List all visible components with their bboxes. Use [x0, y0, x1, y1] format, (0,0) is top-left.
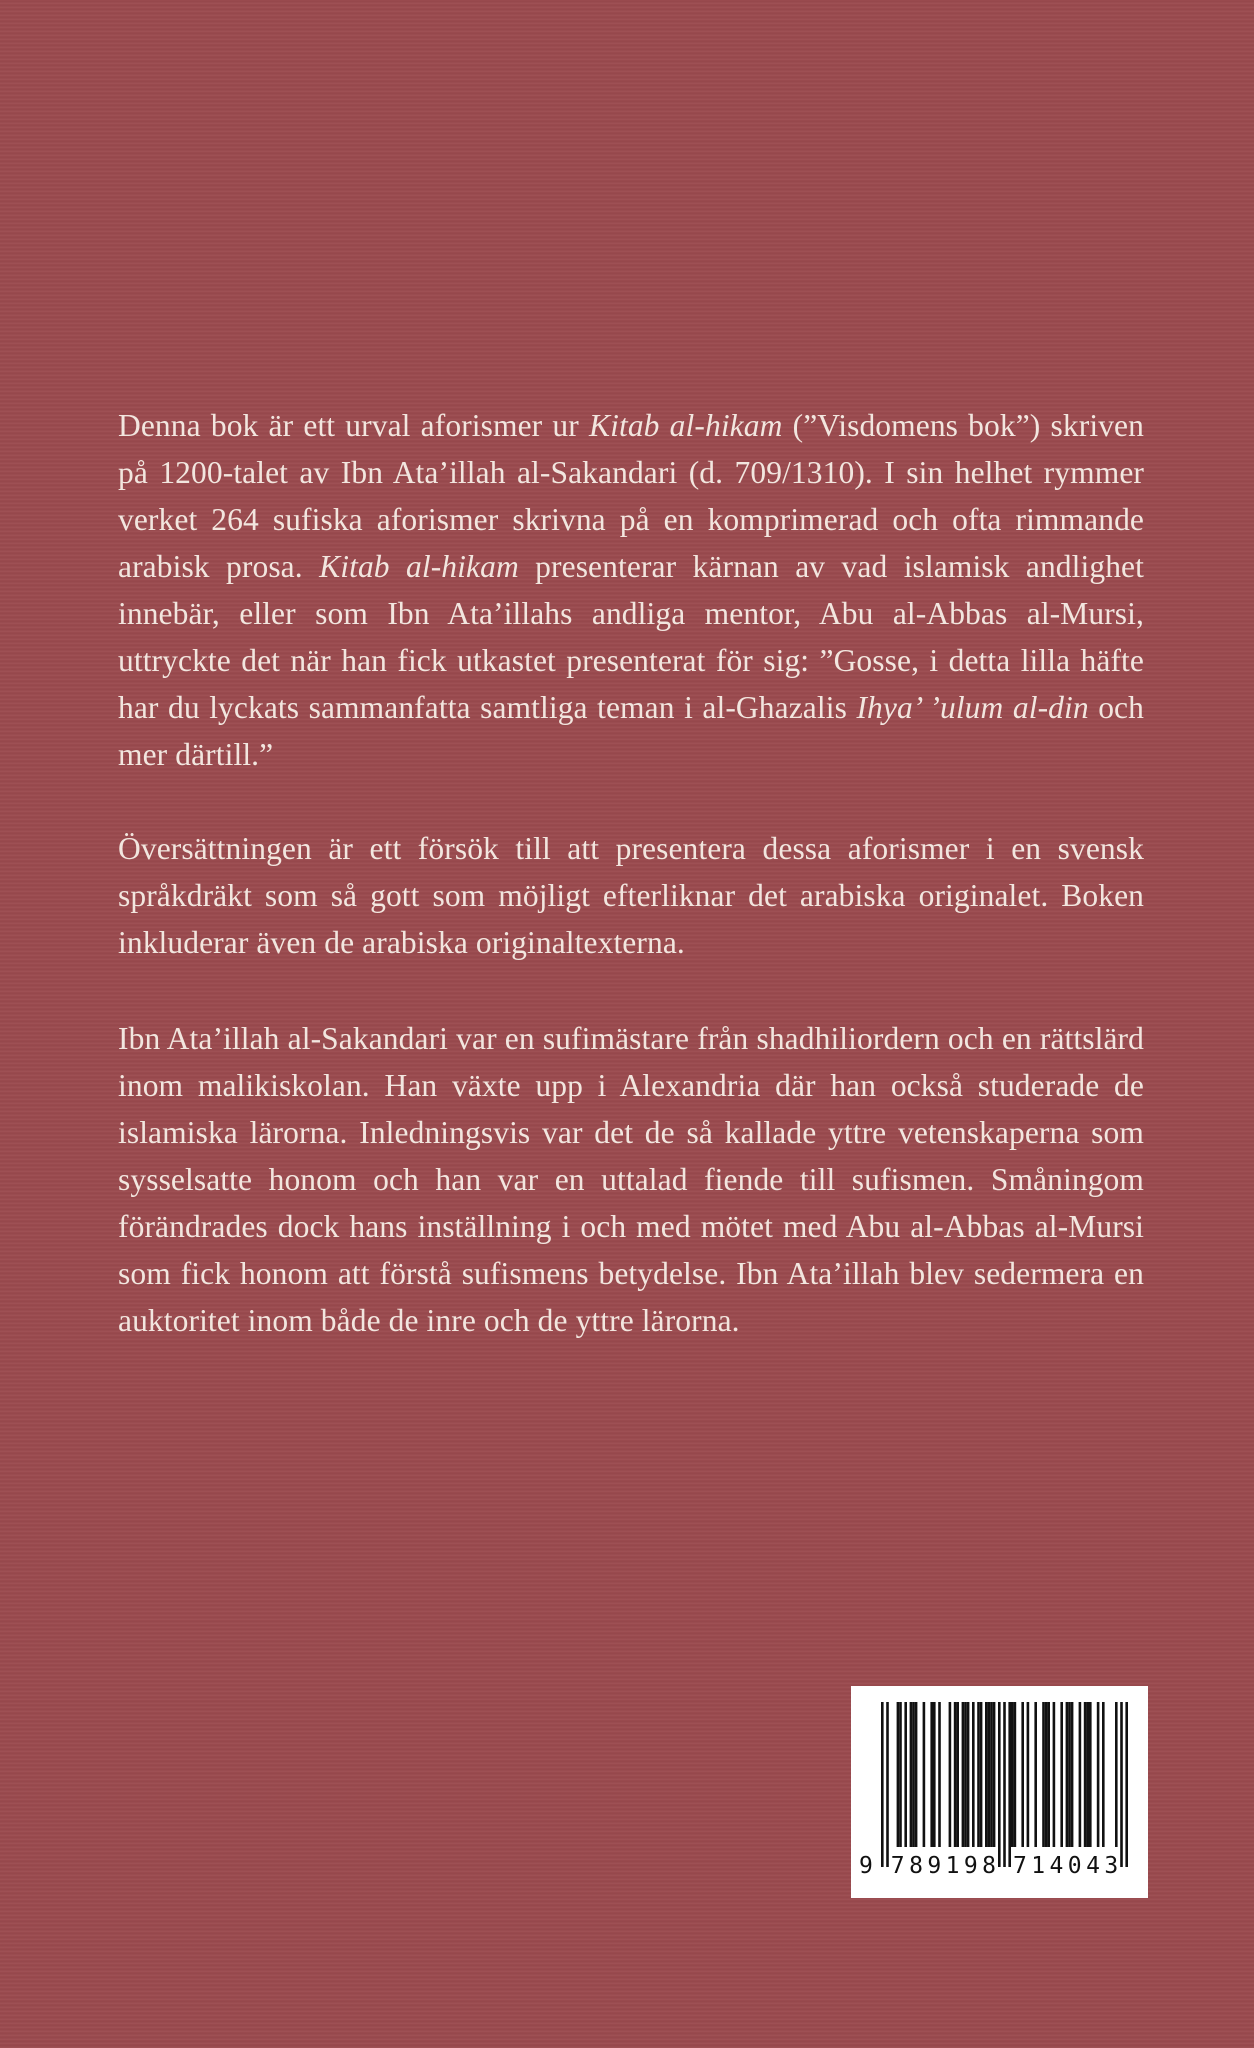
barcode-bar — [985, 1702, 988, 1847]
barcode-bar — [1047, 1702, 1050, 1847]
barcode-bar — [1034, 1702, 1037, 1847]
text-segment: och mer därtill.” — [118, 690, 1144, 772]
barcode-bar — [1021, 1702, 1024, 1847]
barcode-bar — [904, 1702, 907, 1847]
barcode-bar — [1079, 1702, 1082, 1847]
barcode-bar — [1014, 1702, 1017, 1847]
barcode-bar — [977, 1702, 980, 1847]
barcode-digit-lead: 9 — [859, 1853, 873, 1879]
barcode-bar — [923, 1702, 926, 1847]
book-title-italic: Kitab al-hikam — [589, 408, 783, 443]
barcode-bar — [897, 1702, 900, 1847]
barcode-bar — [1008, 1702, 1011, 1867]
barcode-bar — [1071, 1702, 1074, 1847]
barcode-bar — [967, 1702, 970, 1847]
barcode-bar — [962, 1702, 965, 1847]
barcode-bar — [1068, 1702, 1071, 1847]
barcode-bar — [972, 1702, 975, 1847]
blurb-paragraph-1 — [118, 402, 1144, 778]
book-title-italic: Kitab al-hikam — [319, 549, 519, 584]
barcode-bar — [988, 1702, 991, 1847]
barcode-bar — [886, 1702, 889, 1867]
barcode-bar — [1042, 1702, 1045, 1847]
barcode-digits-left: 789198 — [890, 1853, 996, 1879]
barcode-bar — [998, 1702, 1001, 1867]
barcode-bar — [1045, 1702, 1048, 1847]
barcode-digits-right: 714043 — [1013, 1853, 1119, 1879]
barcode-bar — [1066, 1702, 1069, 1847]
barcode-bar — [1115, 1702, 1118, 1847]
barcode-bar — [990, 1702, 993, 1847]
barcode-bar — [1011, 1702, 1014, 1847]
barcode-bar — [1086, 1702, 1089, 1847]
barcode-bar — [933, 1702, 936, 1847]
barcode-bar — [915, 1702, 918, 1847]
barcode-bar — [899, 1702, 902, 1847]
text-segment: presenterar kärnan av vad islamisk andlighet innebär, eller som Ibn Ata’illahs andliga mentor, Abu al-Abbas al-Mursi, uttryckte det när han fick utkastet presenterat för sig: ”Gosse, i detta lilla häfte har du lyckats sammanfatta samtliga teman i al-Ghazalis — [118, 549, 1144, 725]
barcode-bar — [1027, 1702, 1030, 1847]
barcode-bar — [1120, 1702, 1123, 1867]
barcode-bar — [1084, 1702, 1087, 1847]
barcode-bar — [912, 1702, 915, 1847]
barcode-bar — [954, 1702, 957, 1847]
barcode-bar — [1060, 1702, 1063, 1847]
isbn-barcode — [851, 1686, 1148, 1898]
text-segment: Denna bok är ett urval aforismer ur — [118, 408, 590, 443]
text-segment: (”Visdomens bok”) skriven på 1200-talet av Ibn Ata’illah al-Sakandari (d. 709/1310). I sin helhet rymmer verket 264 sufiska aforismer skrivna på en komprimerad och ofta rimmande arabisk prosa. — [118, 408, 1144, 584]
blurb-paragraph-3: Ibn Ata’illah al-Sakandari var en sufimästare från shadhiliordern och en rättslärd inom malikiskolan. Han växte upp i Alexandria där han också studerade de islamiska lärorna. Inledningsvis var det de så kallade yttre vetenskaperna som sysselsatte honom och han var en uttalad fiende till sufismen. Småningom förändrades dock hans inställning i och med mötet med Abu al-Abbas al-Mursi som fick honom att förstå sufismens betydelse. Ibn Ata’illah blev sedermera en auktoritet inom både de inre och de yttre lärorna. — [118, 1021, 1144, 1338]
barcode-bar — [1125, 1702, 1128, 1867]
blurb-text — [118, 402, 1144, 1344]
blurb-paragraph-2: Översättningen är ett försök till att presentera dessa aforismer i en svensk språkdräkt som så gott som möjligt efterliknar det arabiska originalet. Boken inkluderar även de arabiska originaltexterna. — [118, 831, 1144, 960]
barcode-bar — [980, 1702, 983, 1847]
barcode-bar — [949, 1702, 952, 1847]
barcode-bar — [938, 1702, 941, 1847]
work-title-italic: Ihya’ ’ulum al-din — [856, 690, 1089, 725]
barcode-bar — [993, 1702, 996, 1847]
barcode-bar — [964, 1702, 967, 1847]
barcode-bar — [1102, 1702, 1105, 1847]
barcode-bar — [881, 1702, 884, 1867]
barcode-bar — [930, 1702, 933, 1847]
barcode-bar — [1003, 1702, 1006, 1867]
barcode-graphic — [851, 1686, 1148, 1898]
barcode-bar — [910, 1702, 913, 1847]
barcode-bar — [956, 1702, 959, 1847]
barcode-bar — [1053, 1702, 1056, 1847]
barcode-bar — [1097, 1702, 1100, 1847]
barcode-bar — [1089, 1702, 1092, 1847]
